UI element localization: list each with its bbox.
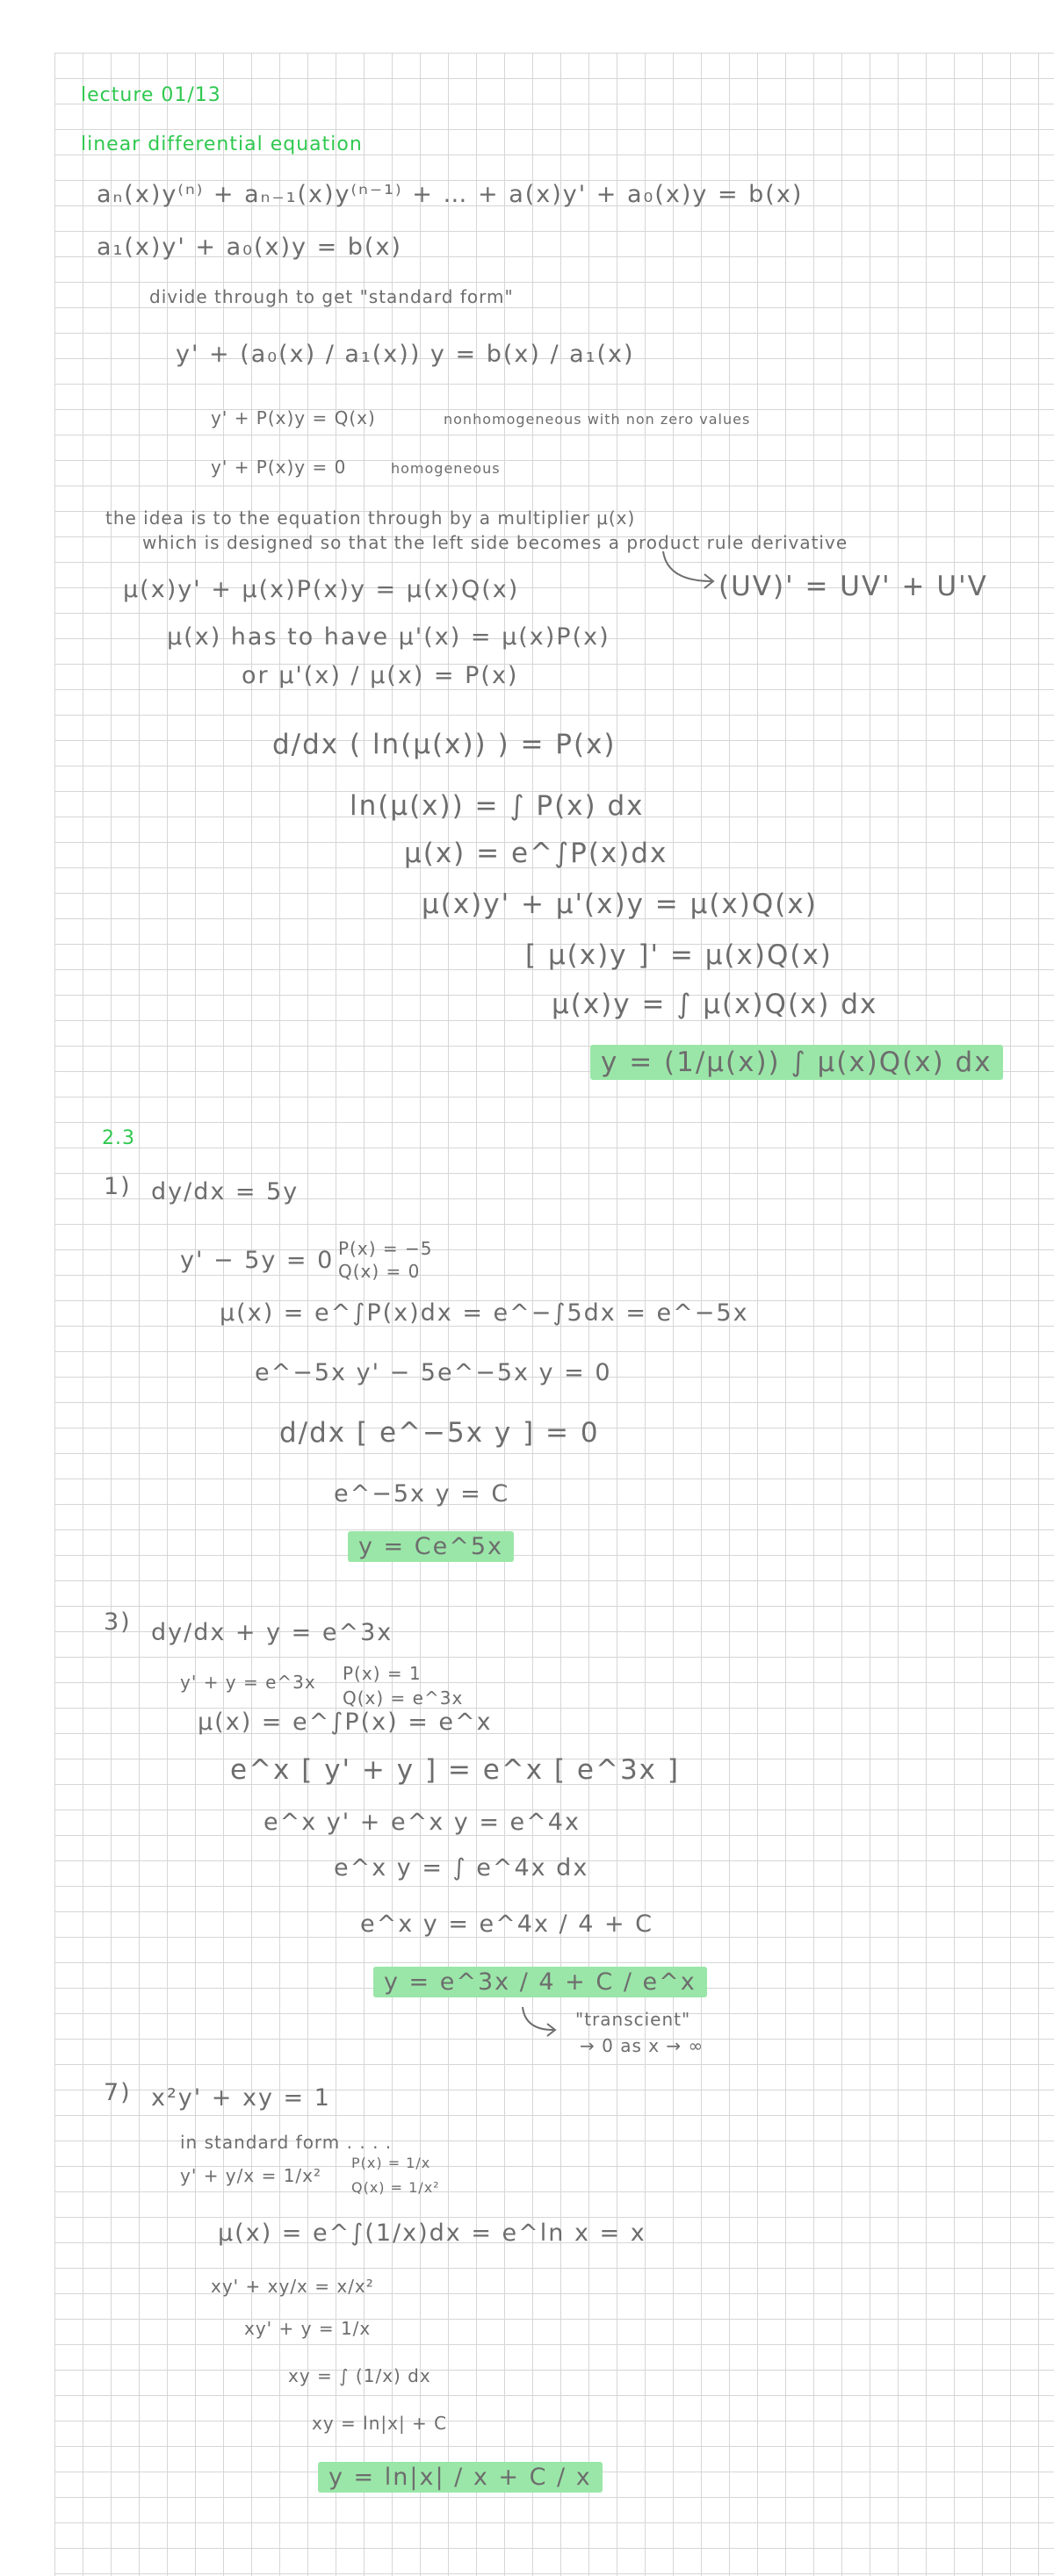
problem-7-given: x²y' + xy = 1 — [151, 2084, 331, 2112]
problem-3-number: 3) — [104, 1608, 132, 1636]
problem-3-multiplied: e^x [ y' + y ] = e^x [ e^3x ] — [230, 1754, 680, 1786]
problem-1-number: 1) — [104, 1173, 132, 1200]
problem-1-multiplied: e^−5x y' − 5e^−5x y = 0 — [255, 1359, 612, 1386]
problem-1-integrated: e^−5x y = C — [334, 1480, 510, 1507]
transient-limit: → 0 as x → ∞ — [580, 2035, 704, 2056]
problem-7-integrated: xy = ln|x| + C — [312, 2413, 448, 2434]
problem-7-note: in standard form . . . . — [180, 2132, 393, 2153]
standard-form-eq: y' + P(x)y = Q(x) — [211, 407, 376, 428]
problem-7-mu: μ(x) = e^∫(1/x)dx = e^ln x = x — [218, 2220, 646, 2247]
problem-7-solution — [318, 2464, 603, 2491]
page-margin-left — [0, 0, 54, 2576]
log-derivative: d/dx ( ln(μ(x)) ) = P(x) — [272, 729, 617, 760]
section-label: 2.3 — [102, 1127, 135, 1149]
problem-3-p: P(x) = 1 — [343, 1663, 422, 1684]
homogeneous-eq: y' + P(x)y = 0 — [211, 457, 347, 478]
problem-3-mu: μ(x) = e^∫P(x) = e^x — [198, 1709, 493, 1736]
problem-1-solution-highlight: y = Ce^5x — [348, 1531, 514, 1562]
problem-7-p: P(x) = 1/x — [351, 2155, 431, 2171]
standard-form-fraction: y' + (a₀(x) / a₁(x)) y = b(x) / a₁(x) — [176, 341, 635, 368]
mu-formula: μ(x) = e^∫P(x)dx — [404, 838, 668, 869]
general-solution — [590, 1047, 1003, 1078]
multiplied-eq: μ(x)y' + μ(x)P(x)y = μ(x)Q(x) — [123, 576, 520, 603]
problem-3-integrated: e^x y = e^4x / 4 + C — [360, 1910, 654, 1938]
problem-1-given: dy/dx = 5y — [151, 1178, 300, 1205]
problem-3-solution — [373, 1968, 707, 1996]
general-solution-highlight: y = (1/μ(x)) ∫ μ(x)Q(x) dx — [590, 1045, 1003, 1080]
transient-label: "transcient" — [575, 2009, 691, 2030]
product-form: μ(x)y' + μ'(x)y = μ(x)Q(x) — [422, 889, 818, 920]
problem-7-simplified: xy' + y = 1/x — [244, 2318, 372, 2339]
problem-3-solution-highlight: y = e^3x / 4 + C / e^x — [373, 1967, 707, 1997]
transient-arrow — [518, 2005, 571, 2040]
mu-ratio: or μ'(x) / μ(x) = P(x) — [242, 662, 519, 689]
standard-form-note: divide through to get "standard form" — [149, 286, 514, 307]
bracket-derivative: [ μ(x)y ]' = μ(x)Q(x) — [525, 939, 833, 971]
problem-7-multiplied: xy' + xy/x = x/x² — [211, 2276, 374, 2297]
problem-3-standard: y' + y = e^3x — [180, 1672, 316, 1693]
first-order-linear-ode: a₁(x)y' + a₀(x)y = b(x) — [97, 234, 402, 261]
problem-1-solution — [348, 1533, 514, 1560]
problem-3-given: dy/dx + y = e^3x — [151, 1619, 393, 1646]
multiplier-note-1: the idea is to the equation through by a multiplier μ(x) — [105, 507, 636, 529]
mu-condition: μ(x) has to have μ'(x) = μ(x)P(x) — [167, 623, 610, 651]
problem-7-standard: y' + y/x = 1/x² — [180, 2165, 322, 2186]
general-linear-ode: aₙ(x)y⁽ⁿ⁾ + aₙ₋₁(x)y⁽ⁿ⁻¹⁾ + … + a(x)y' + a₀(x)y = b(x) — [97, 181, 804, 208]
page-margin-top — [0, 0, 1054, 53]
problem-1-q: Q(x) = 0 — [338, 1261, 421, 1282]
problem-3-integral: e^x y = ∫ e^4x dx — [334, 1854, 589, 1882]
log-integral: ln(μ(x)) = ∫ P(x) dx — [350, 790, 645, 822]
problem-7-integral: xy = ∫ (1/x) dx — [288, 2365, 431, 2386]
problem-7-number: 7) — [104, 2079, 132, 2106]
problem-1-p: P(x) = −5 — [338, 1238, 433, 1259]
multiplier-note-2: which is designed so that the left side becomes a product rule derivative — [142, 532, 848, 553]
problem-7-solution-highlight: y = ln|x| / x + C / x — [318, 2462, 603, 2493]
page-title: lecture 01/13 — [81, 84, 221, 106]
problem-3-expanded: e^x y' + e^x y = e^4x — [264, 1809, 581, 1836]
product-rule: (UV)' = UV' + U'V — [718, 571, 988, 602]
problem-1-derivative: d/dx [ e^−5x y ] = 0 — [279, 1417, 600, 1449]
homogeneous-note: homogeneous — [391, 460, 501, 477]
problem-1-mu: μ(x) = e^∫P(x)dx = e^−∫5dx = e^−5x — [220, 1299, 749, 1327]
problem-7-q: Q(x) = 1/x² — [351, 2179, 440, 2196]
integrated-form: μ(x)y = ∫ μ(x)Q(x) dx — [552, 989, 878, 1020]
nonhomogeneous-note: nonhomogeneous with non zero values — [444, 411, 751, 428]
problem-1-standard: y' − 5y = 0 — [180, 1247, 335, 1274]
problem-3-q: Q(x) = e^3x — [343, 1687, 464, 1709]
page-subtitle: linear differential equation — [81, 133, 363, 155]
